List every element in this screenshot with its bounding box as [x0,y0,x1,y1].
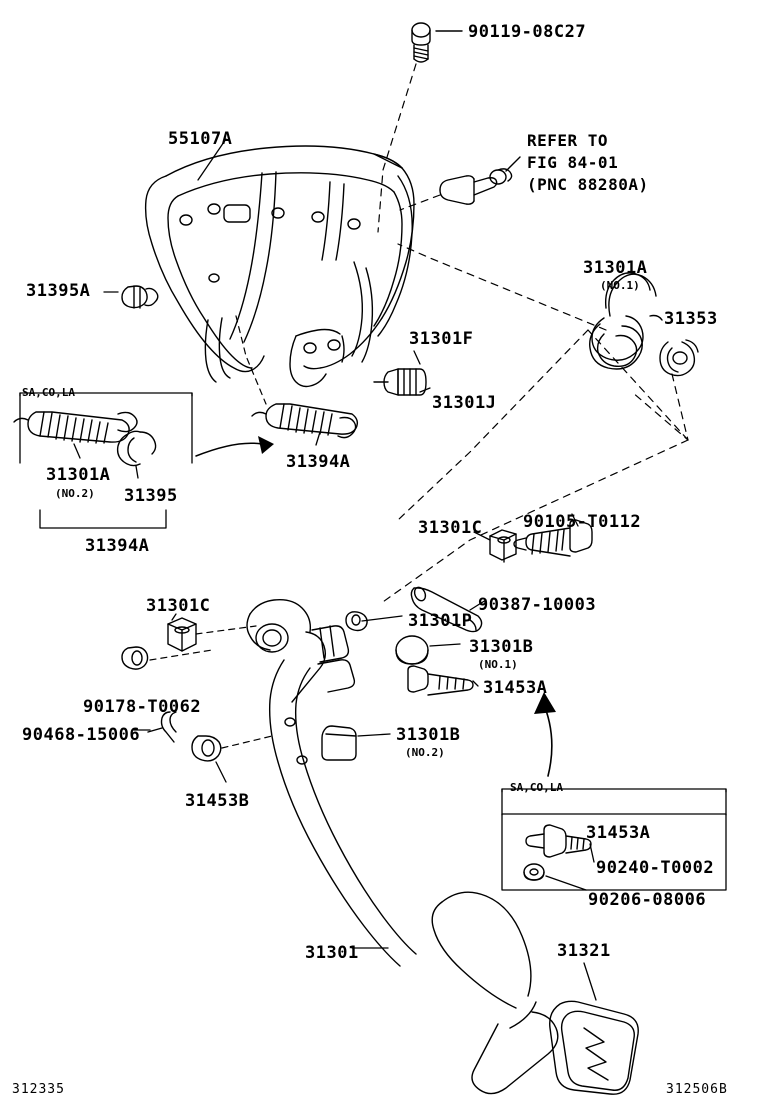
label-31301B-no2: 31301B [396,725,461,745]
label-31301J: 31301J [432,393,497,413]
label-31453A-box: 31453A [586,823,651,843]
variant-box-left [20,393,192,528]
part-90119-08C27 [412,23,462,62]
label-31395A: 31395A [26,281,91,301]
label-no2-a: (NO.2) [55,487,95,500]
part-31395A [122,286,158,308]
label-31301B-no1: 31301B [469,637,534,657]
label-31453A-upper: 31453A [483,678,548,698]
part-31301C-right [490,530,516,562]
label-31301P: 31301P [408,611,473,631]
label-31301A-no2: 31301A [46,465,111,485]
part-31301A-no2 [14,412,137,443]
label-31301: 31301 [305,943,359,963]
label-90240-T0002: 90240-T0002 [596,858,715,878]
part-90240-T0002 [526,825,591,857]
label-no2-b: (NO.2) [405,746,445,759]
label-31394A-box: 31394A [85,536,150,556]
label-31453B: 31453B [185,791,250,811]
part-31453A-bolt [408,666,473,695]
part-31395-box [118,431,156,465]
part-31453B [192,736,221,761]
part-31301B-no2 [322,726,356,760]
refer-note-line3: (PNC 88280A) [527,175,649,194]
label-31301C-left: 31301C [146,596,211,616]
refer-note-line1: REFER TO [527,131,609,150]
part-31353 [660,340,698,376]
part-31321-pedal-pad [550,1001,639,1094]
part-brake-switch [440,157,520,204]
figure-id-left: 312335 [12,1082,65,1097]
part-31301C-left [122,618,196,669]
label-31394A: 31394A [286,452,351,472]
label-sa-co-la-right: SA,CO,LA [510,781,563,794]
label-31395: 31395 [124,486,178,506]
label-90105-T0112: 90105-T0112 [523,512,642,532]
part-31301F [374,369,426,395]
label-31301A-no1: 31301A [583,258,648,278]
label-31321: 31321 [557,941,611,961]
part-55107A [146,146,414,387]
label-90468-15006: 90468-15006 [22,725,141,745]
figure-id-right: 312506B [666,1082,728,1097]
label-sa-co-la-left: SA,CO,LA [22,386,75,399]
part-90206-08006 [524,864,544,880]
label-no1-a: (NO.1) [600,279,640,292]
label-90119-08C27: 90119-08C27 [468,22,587,42]
label-31353: 31353 [664,309,718,329]
label-90206-08006: 90206-08006 [588,890,707,910]
label-55107A: 55107A [168,129,233,149]
part-31301B-no1 [396,636,428,664]
part-31394A-right [252,404,357,438]
label-no1-b: (NO.1) [478,658,518,671]
refer-note-line2: FIG 84-01 [527,153,619,172]
label-90178-T0062: 90178-T0062 [83,697,202,717]
label-90387-10003: 90387-10003 [478,595,597,615]
part-31301-pedal-arm [247,600,558,1094]
label-31301F: 31301F [409,329,474,349]
label-31301C-right: 31301C [418,518,483,538]
